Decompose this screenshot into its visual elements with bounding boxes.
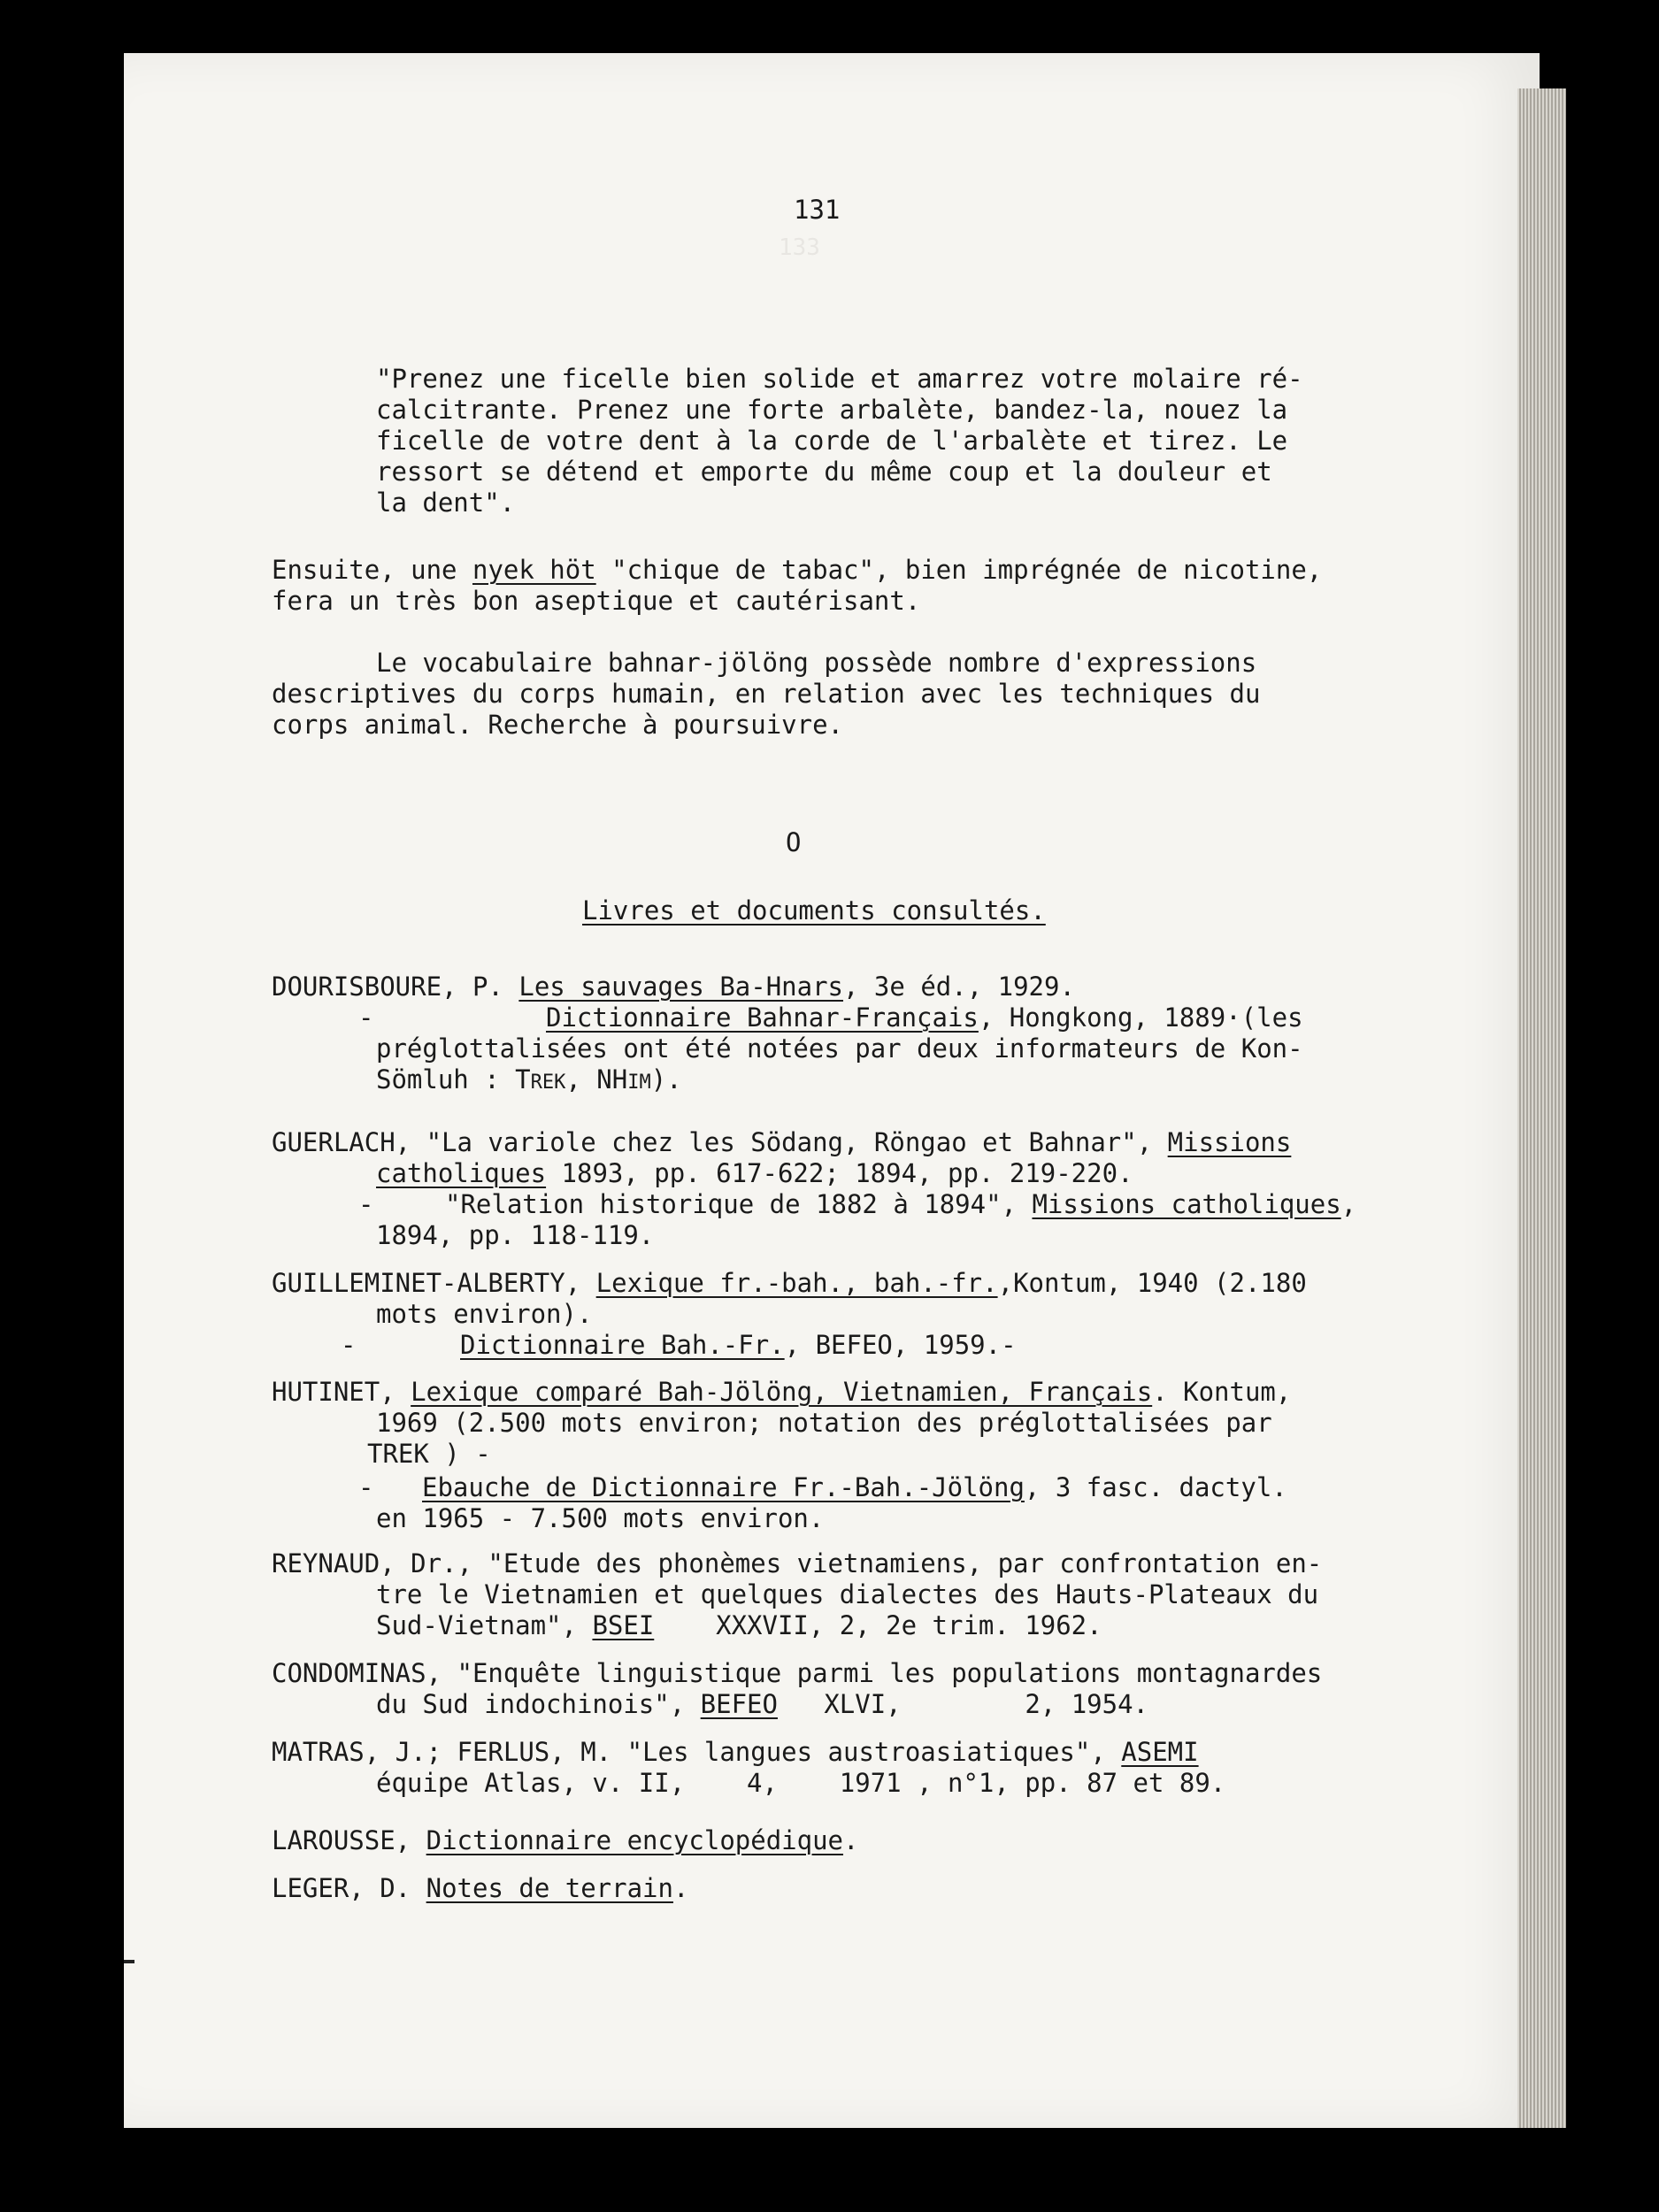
reference-line: TREK ) - bbox=[367, 1439, 491, 1469]
reference-line: CONDOMINAS, "Enquête linguistique parmi les populations montagnardes bbox=[272, 1658, 1323, 1688]
reference-line: tre le Vietnamien et quelques dialectes des Hauts-Plateaux du bbox=[376, 1579, 1319, 1609]
reference-line: MATRAS, J.; FERLUS, M. "Les langues austroasiatiques", ASEMI bbox=[272, 1737, 1199, 1767]
page-edges bbox=[1517, 88, 1566, 2128]
paragraph-line: Le vocabulaire bahnar-jölöng possède nombre d'expressions bbox=[376, 648, 1257, 678]
paragraph-line: corps animal. Recherche à poursuivre. bbox=[272, 710, 844, 740]
margin-mark bbox=[124, 1960, 134, 1963]
reference-line: - bbox=[341, 1330, 357, 1360]
quote-line: "Prenez une ficelle bien solide et amarrez votre molaire ré- bbox=[376, 364, 1303, 394]
reference-line: Dictionnaire Bahnar-Français, Hongkong, 1889·(les bbox=[546, 1002, 1303, 1033]
reference-line: mots environ). bbox=[376, 1299, 593, 1329]
reference-line: 1969 (2.500 mots environ; notation des préglottalisées par bbox=[376, 1408, 1272, 1438]
reference-line: HUTINET, Lexique comparé Bah-Jölöng, Vietnamien, Français. Kontum, bbox=[272, 1377, 1292, 1407]
reference-line: LAROUSSE, Dictionnaire encyclopédique. bbox=[272, 1825, 859, 1855]
reference-line: Sömluh : TREK, NHIM). bbox=[376, 1064, 682, 1094]
reference-line: en 1965 - 7.500 mots environ. bbox=[376, 1503, 825, 1533]
reference-line: - bbox=[358, 1189, 374, 1219]
reference-line: Sud-Vietnam", BSEI XXXVII, 2, 2e trim. 1962. bbox=[376, 1610, 1102, 1640]
reference-line: Ebauche de Dictionnaire Fr.-Bah.-Jölöng, 3 fasc. dactyl. bbox=[422, 1472, 1287, 1502]
reference-line: GUERLACH, "La variole chez les Södang, Röngao et Bahnar", Missions bbox=[272, 1127, 1292, 1157]
quote-line: ressort se détend et emporte du même coup et la douleur et bbox=[376, 457, 1272, 487]
section-heading: Livres et documents consultés. bbox=[582, 895, 1046, 926]
quote-line: la dent". bbox=[376, 488, 516, 518]
reference-line: catholiques 1893, pp. 617-622; 1894, pp. 219-220. bbox=[376, 1158, 1133, 1188]
reference-line: Dictionnaire Bah.-Fr., BEFEO, 1959.- bbox=[460, 1330, 1017, 1360]
paragraph-line: Ensuite, une nyek höt "chique de tabac", bien imprégnée de nicotine, bbox=[272, 555, 1323, 585]
reference-line: LEGER, D. Notes de terrain. bbox=[272, 1873, 689, 1903]
paragraph-line: fera un très bon aseptique et cautérisant. bbox=[272, 586, 921, 616]
quote-line: calcitrante. Prenez une forte arbalète, bandez-la, nouez la bbox=[376, 395, 1288, 425]
reference-line: préglottalisées ont été notées par deux informateurs de Kon- bbox=[376, 1033, 1303, 1064]
bleed-through: 133 bbox=[779, 234, 820, 261]
page-number: 131 bbox=[794, 195, 841, 225]
quote-line: ficelle de votre dent à la corde de l'arbalète et tirez. Le bbox=[376, 426, 1288, 456]
reference-line: "Relation historique de 1882 à 1894", Missions catholiques, bbox=[445, 1189, 1357, 1219]
reference-line: - bbox=[358, 1002, 374, 1033]
paragraph-line: descriptives du corps humain, en relation avec les techniques du bbox=[272, 679, 1261, 709]
term: nyek höt bbox=[472, 555, 596, 585]
reference-line: GUILLEMINET-ALBERTY, Lexique fr.-bah., bah.-fr.,Kontum, 1940 (2.180 bbox=[272, 1268, 1307, 1298]
reference-line: - bbox=[358, 1472, 374, 1502]
separator: O bbox=[786, 827, 802, 857]
reference-line: REYNAUD, Dr., "Etude des phonèmes vietnamiens, par confrontation en- bbox=[272, 1548, 1323, 1578]
reference-line: du Sud indochinois", BEFEO XLVI, 2, 1954. bbox=[376, 1689, 1148, 1719]
reference-line: DOURISBOURE, P. Les sauvages Ba-Hnars, 3e éd., 1929. bbox=[272, 972, 1075, 1002]
reference-line: équipe Atlas, v. II, 4, 1971 , n°1, pp. 87 et 89. bbox=[376, 1768, 1226, 1798]
reference-line: 1894, pp. 118-119. bbox=[376, 1220, 655, 1250]
